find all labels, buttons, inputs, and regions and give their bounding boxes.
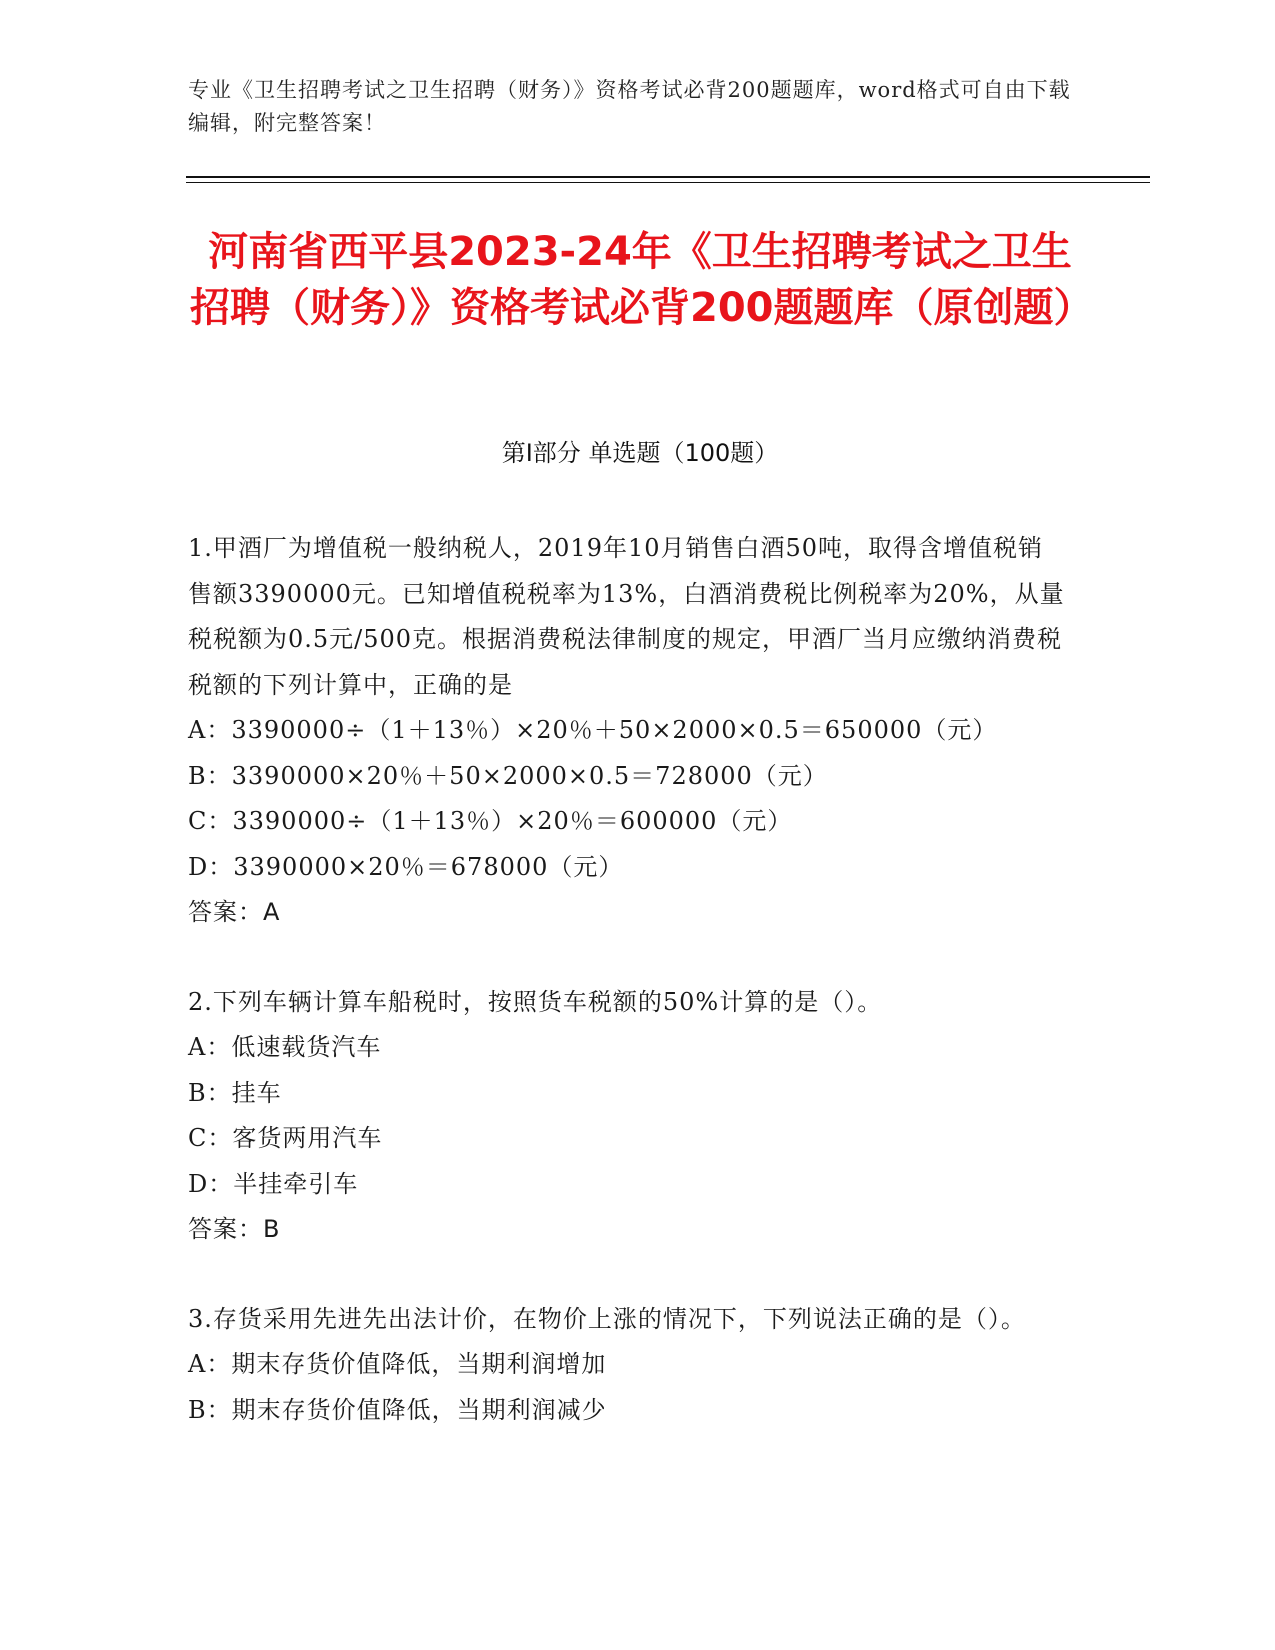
question-stem: 1.甲酒厂为增值税一般纳税人，2019年10月销售白酒50吨，取得含增值税销售额3390000元。已知增值税税率为13%，白酒消费税比例税率为20%，从量税税额为0.5元/500克。根据消费税法律制度的规定，甲酒厂当月应缴纳消费税税额的下列计算中，正确的是 xyxy=(188,534,1065,699)
question-1 xyxy=(188,526,1068,936)
question-gap xyxy=(188,936,1068,980)
answer-label: 答案：B xyxy=(188,1215,281,1243)
questions-list xyxy=(188,526,1068,1433)
question-gap xyxy=(188,1253,1068,1297)
question-stem: 2.下列车辆计算车船税时，按照货车税额的50%计算的是（）。 xyxy=(188,987,883,1016)
option-b: B：挂车 xyxy=(188,1078,282,1107)
document-title: 河南省西平县2023-24年《卫生招聘考试之卫生招聘（财务）》资格考试必背200题题库（原创题） xyxy=(190,229,1094,331)
option-a: A：低速载货汽车 xyxy=(188,1033,382,1061)
option-a: A：3390000÷（1＋13％）×20％＋50×2000×0.5＝650000（元） xyxy=(188,716,998,744)
header-note: 专业《卫生招聘考试之卫生招聘（财务）》资格考试必背200题题库，word格式可自由下载编辑，附完整答案！ xyxy=(188,78,1071,135)
option-b: B：期末存货价值降低，当期利润减少 xyxy=(188,1395,607,1424)
option-d: D：3390000×20％＝678000（元） xyxy=(188,852,624,881)
option-a: A：期末存货价值降低，当期利润增加 xyxy=(188,1350,607,1378)
question-stem: 3.存货采用先进先出法计价，在物价上涨的情况下，下列说法正确的是（）。 xyxy=(188,1304,1026,1333)
option-d: D：半挂牵引车 xyxy=(188,1169,359,1198)
question-3 xyxy=(188,1297,1068,1434)
section-title: 第I部分 单选题（100题） xyxy=(501,439,779,467)
option-b: B：3390000×20％＋50×2000×0.5＝728000（元） xyxy=(188,761,828,790)
option-c: C：3390000÷（1＋13％）×20％＝600000（元） xyxy=(188,807,793,835)
header-rule-thin xyxy=(186,182,1150,183)
question-2 xyxy=(188,980,1068,1253)
option-c: C：客货两用汽车 xyxy=(188,1124,383,1152)
header-rule-thick xyxy=(186,176,1150,178)
answer-label: 答案：A xyxy=(188,898,281,926)
